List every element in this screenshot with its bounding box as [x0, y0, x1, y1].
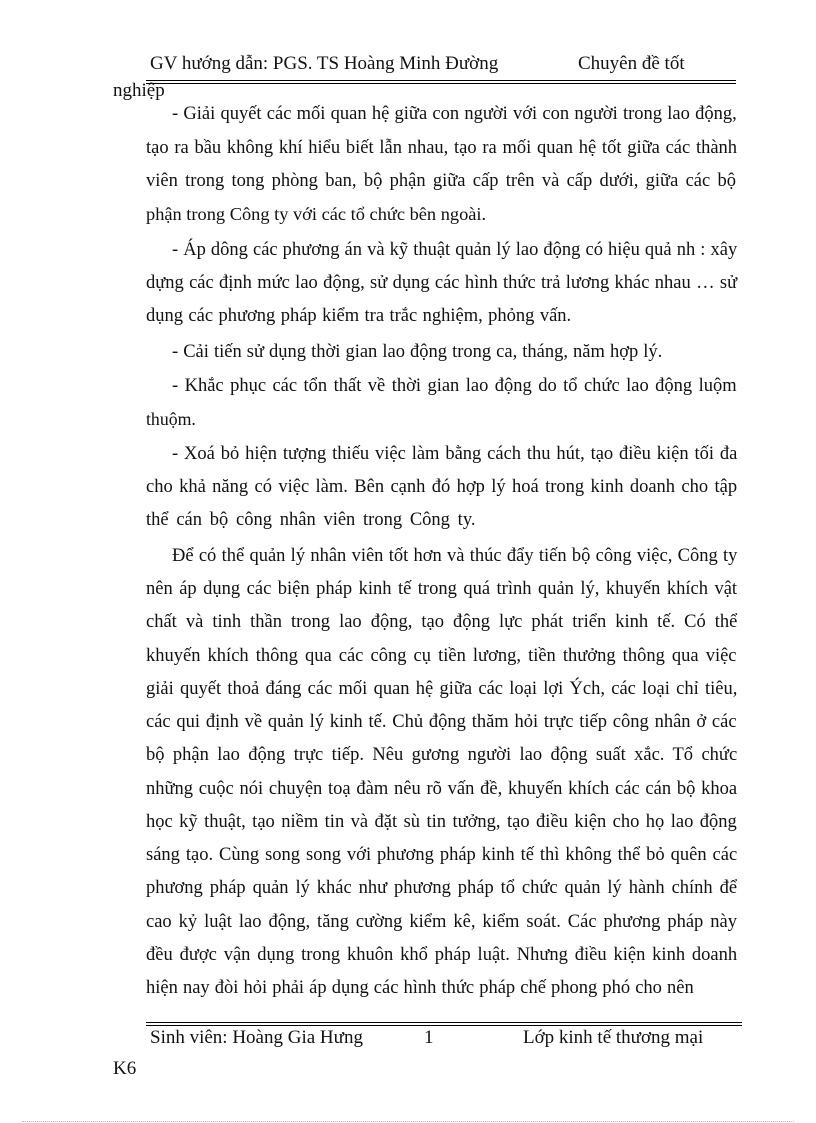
body-line: bộ phận lao động trực tiếp. Nêu gương người lao động suất xắc. Tổ chức: [146, 745, 738, 765]
body-line: những cuộc nói chuyện toạ đàm nêu rõ vấn đề, khuyến khích các cán bộ khoa: [146, 779, 738, 799]
body-line: cao kỷ luật lao động, tăng cường kiểm kê, kiểm soát. Các phương pháp này: [146, 912, 737, 932]
body-line: - Giải quyết các mối quan hệ giữa con người với con người trong lao động,: [172, 104, 737, 124]
footer-rule-bottom: [146, 1025, 742, 1026]
body-line: - Xoá bỏ hiện tượng thiếu việc làm bằng cách thu hút, tạo điều kiện tối đa: [172, 444, 738, 464]
body-line: sáng tạo. Cùng song song với phương pháp kinh tế thì không thể bỏ quên các: [146, 845, 738, 865]
body-line: nên áp dụng các biện pháp kinh tế trong quá trình quản lý, khuyến khích vật: [146, 579, 738, 599]
body-line: phận trong Công ty với các tổ chức bên ngoài.: [146, 204, 487, 224]
body-line: học kỹ thuật, tạo niềm tin và đặt sù tin tưởng, tạo điều kiện cho họ lao động: [146, 812, 737, 832]
body-line: hiện nay đòi hỏi phải áp dụng các hình thức pháp chế phong phó cho nên: [146, 978, 694, 998]
header-continuation: nghiệp: [113, 80, 165, 101]
body-line: - Cải tiến sử dụng thời gian lao động trong ca, tháng, năm hợp lý.: [172, 342, 663, 362]
header-title: Chuyên đề tốt: [578, 53, 685, 74]
body-line: - Khắc phục các tổn thất về thời gian lao động do tổ chức lao động luộm: [172, 376, 737, 396]
body-line: thể cán bộ công nhân viên trong Công ty.: [146, 510, 476, 530]
header-rule-bottom: [146, 83, 736, 84]
body-line: dụng các phương pháp kiểm tra trắc nghiệm, phỏng vấn.: [146, 306, 572, 326]
body-line: tạo ra bầu không khí hiểu biết lẫn nhau, tạo ra mối quan hệ tốt giữa các thành: [146, 138, 738, 158]
body-line: - Áp dông các phương án và kỹ thuật quản lý lao động có hiệu quả nh : xây: [172, 240, 738, 260]
body-line: dựng các định mức lao động, sử dụng các hình thức trả lương khác nhau … sử: [146, 273, 738, 293]
body-line: giải quyết thoả đáng các mối quan hệ giữa các loại lợi Ých, các loại chỉ tiêu,: [146, 679, 738, 699]
body-line: cho khả năng có việc làm. Bên cạnh đó hợp lý hoá trong kinh doanh cho tập: [146, 477, 738, 497]
body-line: viên trong tong phòng ban, bộ phận giữa cấp trên và cấp dưới, giữa các bộ: [146, 171, 736, 191]
page-edge-dotted-line: [22, 1121, 794, 1122]
body-line: các qui định về quản lý kinh tế. Chủ động thăm hỏi trực tiếp công nhân ở các: [146, 712, 737, 732]
body-line: Để có thể quản lý nhân viên tốt hơn và thúc đẩy tiến bộ công việc, Công ty: [172, 546, 738, 566]
body-line: đều được vận dụng trong khuôn khổ pháp luật. Nhưng điều kiện kinh doanh: [146, 945, 738, 965]
body-line: thuộm.: [146, 409, 196, 429]
page-number: 1: [424, 1027, 434, 1048]
footer-continuation: K6: [113, 1058, 137, 1079]
footer-class: Lớp kinh tế thương mại: [523, 1027, 704, 1048]
header-rule-top: [146, 80, 736, 81]
footer-student: Sinh viên: Hoàng Gia Hưng: [150, 1027, 363, 1048]
header-instructor: GV hướng dẫn: PGS. TS Hoàng Minh Đường: [150, 53, 499, 74]
body-line: phương pháp quản lý khác như phương pháp tổ chức quản lý hành chính để: [146, 878, 738, 898]
body-line: khuyến khích thông qua các công cụ tiền lương, tiền thưởng thông qua việc: [146, 646, 737, 666]
body-line: chất và tinh thần trong lao động, tạo động lực phát triển kinh tế. Có thể: [146, 612, 738, 632]
footer-rule-top: [146, 1022, 742, 1023]
